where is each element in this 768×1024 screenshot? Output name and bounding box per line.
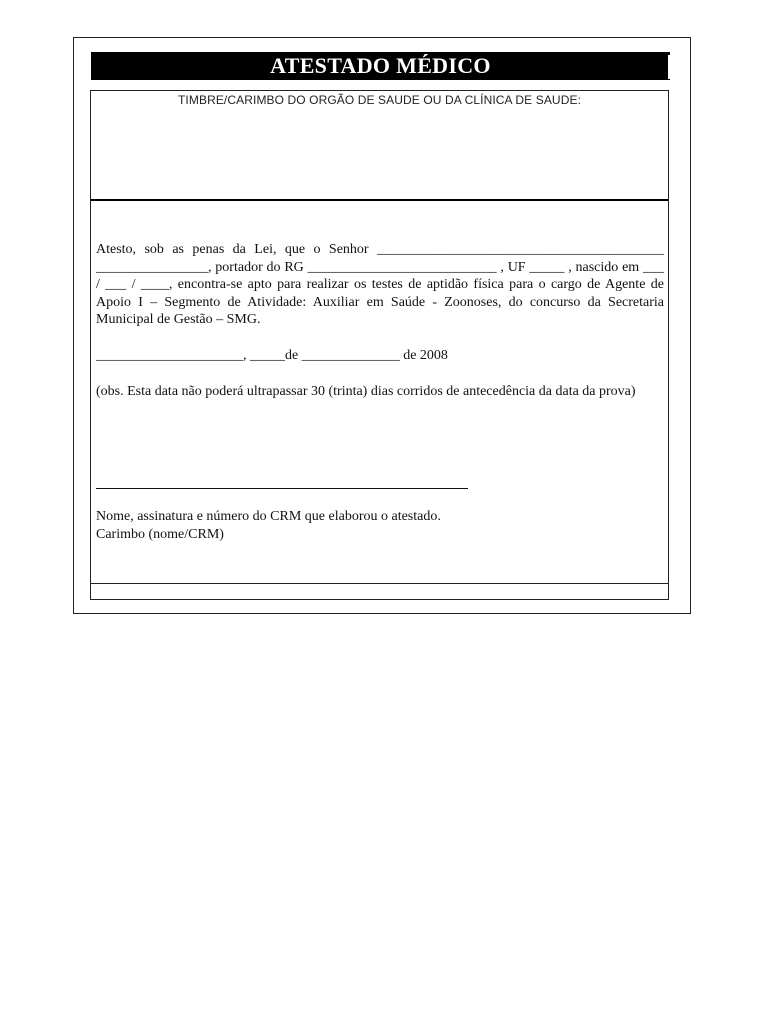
stamp-box bbox=[90, 90, 669, 201]
document-title: ATESTADO MÉDICO bbox=[91, 52, 670, 80]
stamp-label: TIMBRE/CARIMBO DO ORGÃO DE SAUDE OU DA CLÍNICA DE SAUDE: bbox=[178, 93, 581, 107]
stamp-caption: Carimbo (nome/CRM) bbox=[96, 527, 224, 542]
declaration-text: Atesto, sob as penas da Lei, que o Senhor _________________________________________ ________________, portador do RG ___________________________ , UF _____ , nascido em ___ / ___ / ____, encontra-se apto para realizar os testes de aptidão física para o cargo de Agente de Apoio I – Segmento de Atividade: Auxiliar em Saúde - Zoonoses, do concurso da Secretaria Municipal de Gestão – SMG. bbox=[96, 242, 664, 327]
certificate-body bbox=[90, 200, 669, 600]
observation-note: (obs. Esta data não poderá ultrapassar 30 (trinta) dias corridos de antecedência da data da prova) bbox=[96, 384, 636, 399]
signature-caption: Nome, assinatura e número do CRM que elaborou o atestado. bbox=[96, 509, 441, 524]
date-line: _____________________, _____de ______________ de 2008 bbox=[96, 348, 448, 363]
bottom-divider bbox=[91, 583, 668, 584]
signature-line bbox=[96, 488, 468, 489]
